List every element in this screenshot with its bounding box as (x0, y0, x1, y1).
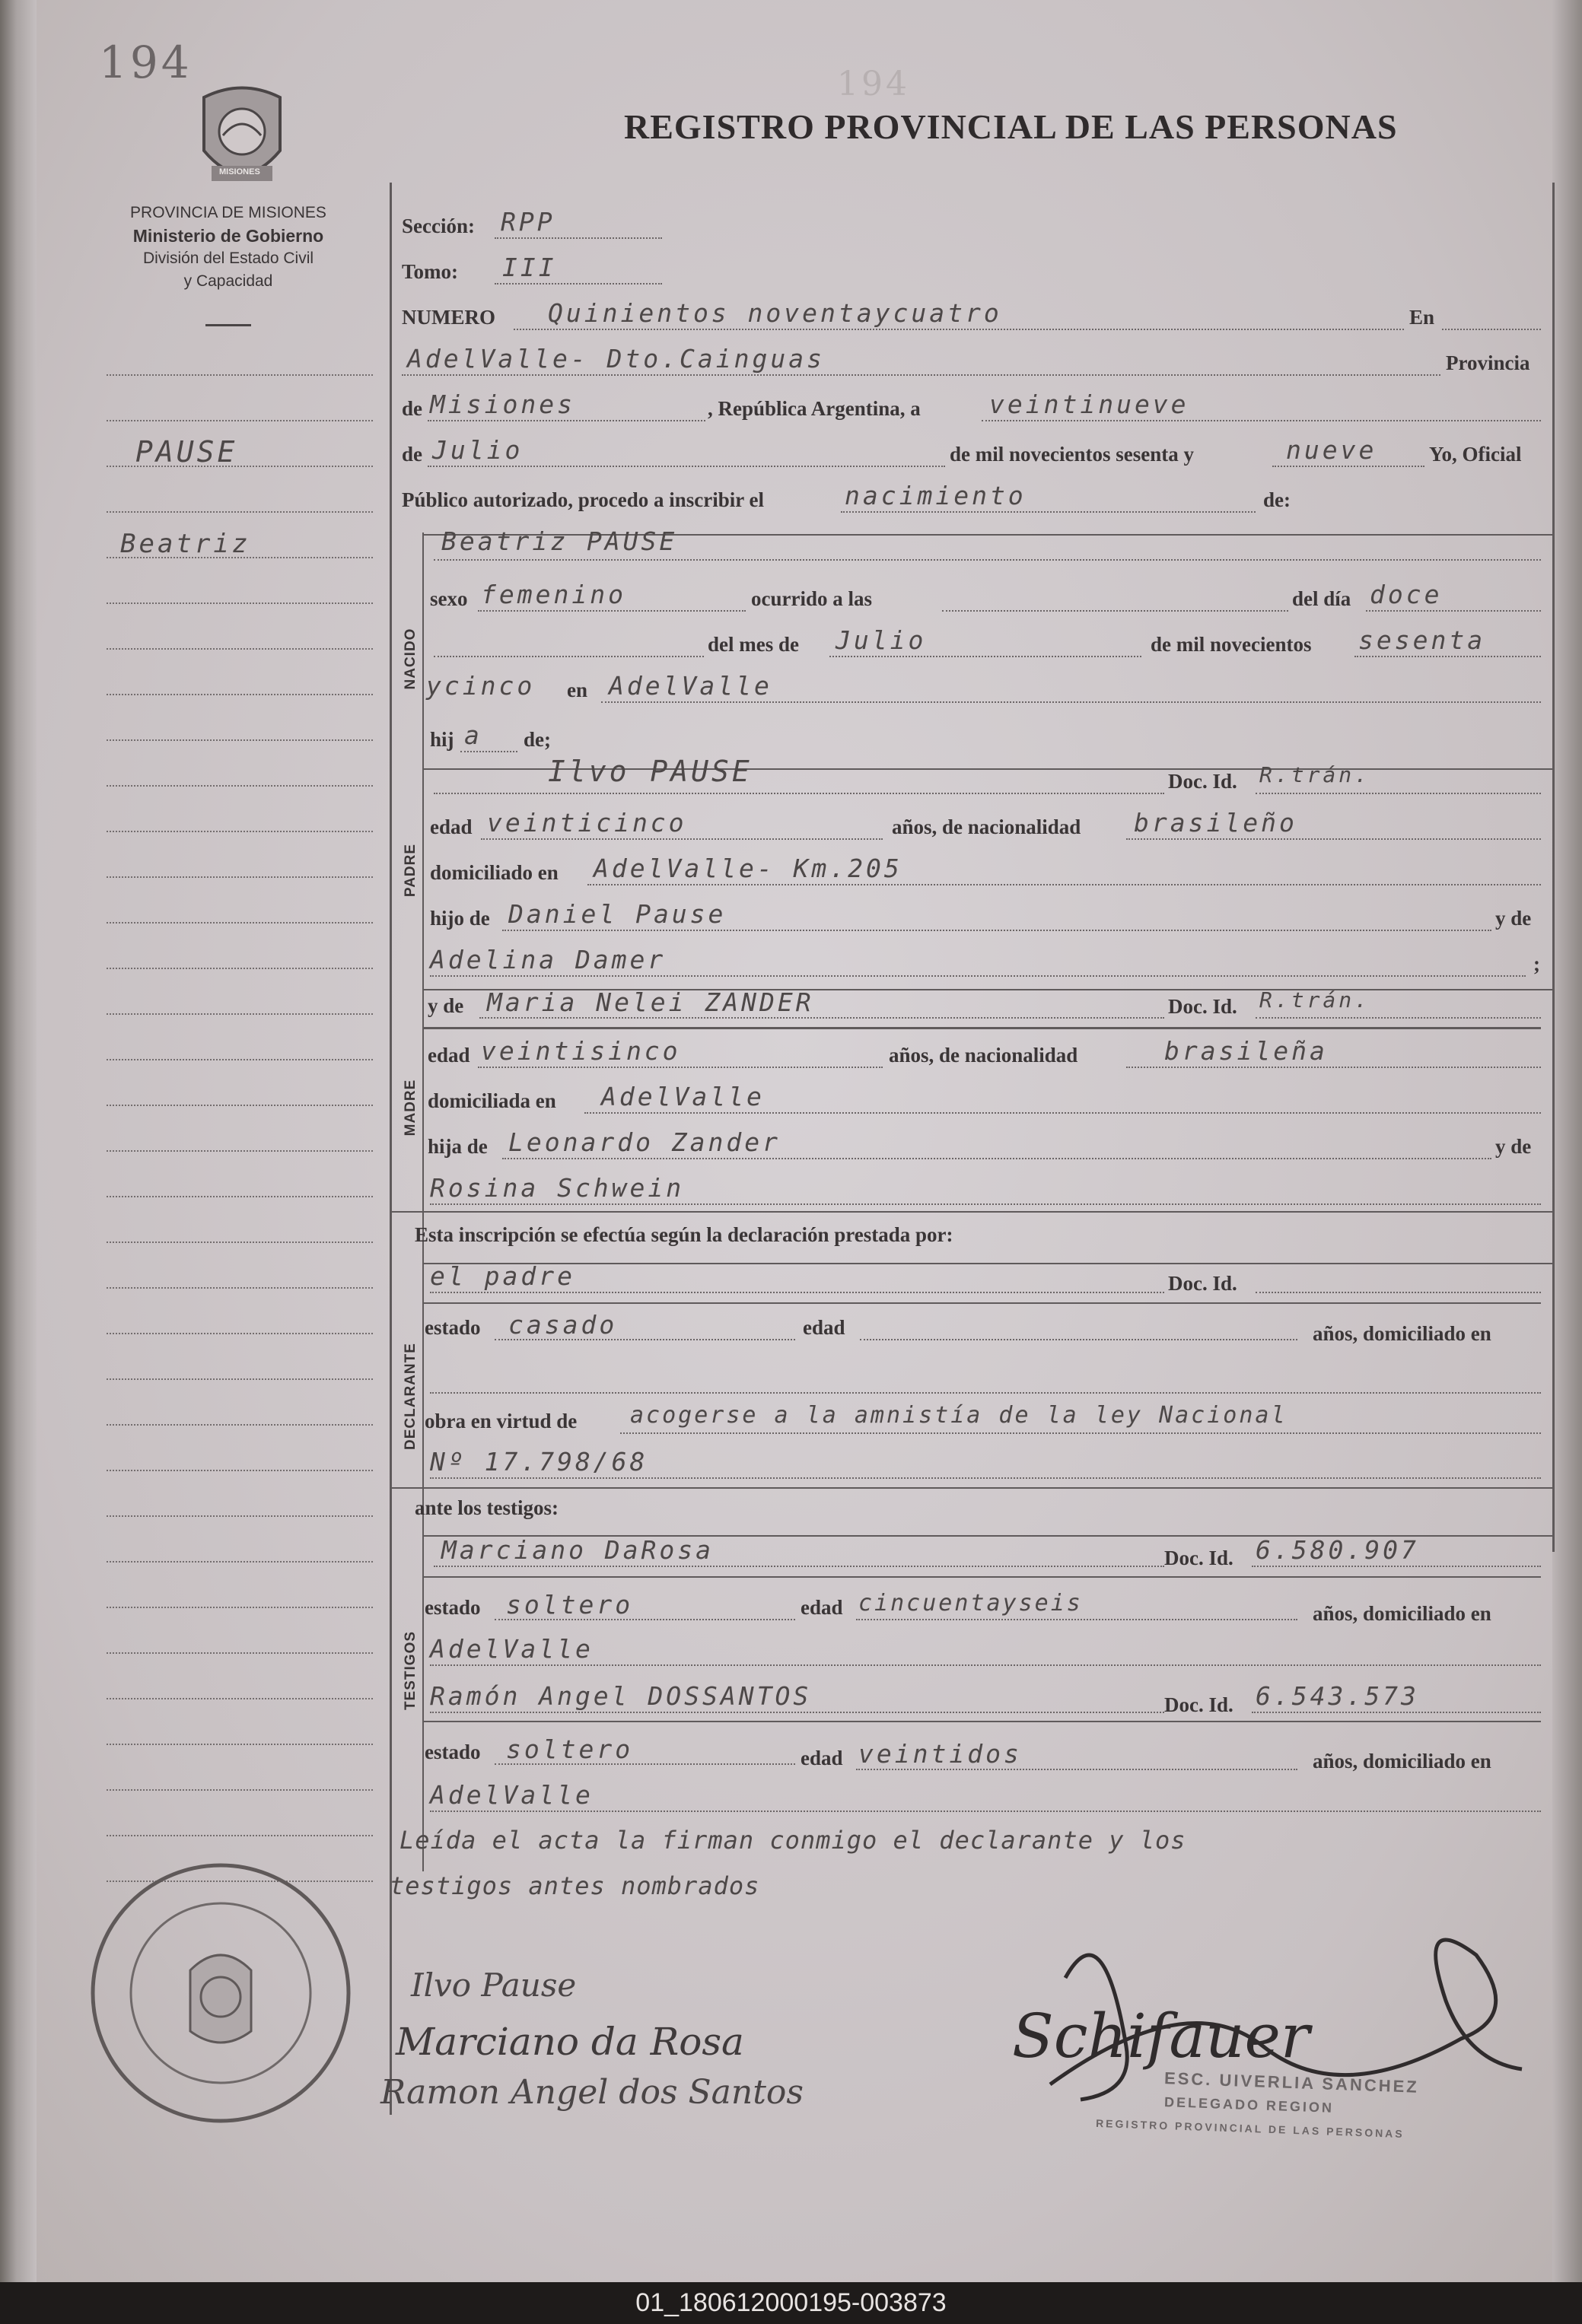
closing-line1: Leída el acta la firman conmigo el declarante y los (399, 1826, 1186, 1855)
mes-value: Julio (432, 435, 524, 465)
hij-de-label: de; (524, 728, 551, 751)
crest-label: MISIONES (219, 167, 260, 176)
madre-yde2-label: y de (1495, 1135, 1532, 1158)
en-label: En (1409, 306, 1435, 329)
del-dia-label: del día (1292, 587, 1351, 610)
frame-right-line (1552, 183, 1555, 1552)
testigo1-doc-label: Doc. Id. (1164, 1547, 1233, 1569)
margin-surname: PAUSE (135, 435, 238, 469)
page-number: 194 (99, 37, 193, 88)
issuer-block (84, 202, 373, 293)
madre-anios-label: años, de nacionalidad (889, 1044, 1078, 1067)
sexo-label: sexo (430, 587, 468, 610)
declarante-double-line (422, 1302, 1541, 1304)
acto-value: nacimiento (845, 481, 1027, 510)
padre-doc-value: R.trán. (1259, 762, 1371, 787)
frame-left-line (390, 183, 392, 2115)
de2-label: de (402, 443, 422, 466)
testigo2-domicilio: AdelValle (430, 1780, 594, 1810)
declarante-nombre: el padre (430, 1261, 575, 1291)
faint-stamp-number: 194 (837, 65, 910, 103)
madre-madre-value: Rosina Schwein (430, 1173, 685, 1203)
declarante-section-label: DECLARANTE (403, 1343, 419, 1450)
signature-2: Marciano da Rosa (396, 2020, 744, 2064)
hij-suffix: a (464, 720, 482, 750)
declarante-intro-line (390, 1211, 1552, 1213)
madre-yde-label: y de (428, 994, 464, 1017)
padre-section-label: PADRE (403, 843, 419, 898)
testigo1-edad-label: edad (801, 1596, 843, 1619)
official-stamp-line1: ESC. UIVERLIA SANCHEZ (1163, 2068, 1420, 2097)
declarante-edad-label: edad (803, 1316, 845, 1339)
republica-label: , República Argentina, a (708, 397, 921, 420)
dia-value: veintinueve (989, 389, 1189, 419)
padre-doc-label: Doc. Id. (1168, 770, 1237, 793)
numero-label: NUMERO (402, 306, 495, 329)
padre-yde-label: y de (1495, 907, 1532, 930)
padre-domicilio-value: AdelValle- Km.205 (594, 854, 902, 883)
nacido-lugar-value: AdelValle (609, 671, 772, 701)
madre-hija-label: hija de (428, 1135, 488, 1158)
testigo2-estado-value: soltero (506, 1734, 634, 1764)
testigo2-edad-value: veintidos (858, 1739, 1022, 1769)
testigo1-estado-value: soltero (506, 1590, 634, 1620)
madre-doc-value: R.trán. (1259, 987, 1371, 1013)
provincia-value: Misiones (430, 389, 575, 419)
testigo2-edad-label: edad (801, 1747, 843, 1769)
provincial-crest-icon (196, 82, 288, 196)
testigo2-doc-label: Doc. Id. (1164, 1693, 1233, 1716)
testigo1-double-line (422, 1576, 1541, 1578)
de-label: de (402, 397, 422, 420)
signature-1: Ilvo Pause (411, 1966, 577, 2004)
testigo1-estado-label: estado (425, 1596, 481, 1619)
official-seal-icon (84, 1856, 358, 2130)
del-mes-label: del mes de (708, 633, 799, 656)
testigos-intro: ante los testigos: (415, 1496, 559, 1519)
publico-label: Público autorizado, procedo a inscribir el (402, 488, 764, 511)
declarante-intro: Esta inscripción se efectúa según la declaración prestada por: (415, 1223, 953, 1246)
madre-edad-label: edad (428, 1044, 470, 1067)
hij-label: hij (430, 728, 454, 751)
madre-edad-value: veintisinco (481, 1036, 681, 1066)
padre-semicolon: ; (1533, 952, 1540, 975)
nacido-mil-label: de mil novecientos (1151, 633, 1312, 656)
padre-anios-label: años, de nacionalidad (892, 815, 1081, 838)
tomo-value: III (502, 253, 557, 282)
testigo1-edad-value: cincuentayseis (858, 1590, 1083, 1617)
testigo2-estado-label: estado (425, 1741, 481, 1763)
testigo2-nombre: Ramón Angel DOSSANTOS (430, 1681, 812, 1711)
testigo2-doc-value: 6.543.573 (1256, 1681, 1419, 1711)
seccion-value: RPP (501, 207, 555, 237)
issuer-division: División del Estado Civil (142, 250, 314, 267)
provincia-label: Provincia (1446, 351, 1530, 374)
ocurrido-label: ocurrido a las (751, 587, 872, 610)
padre-edad-value: veinticinco (487, 808, 687, 838)
padre-domicilio-label: domiciliado en (430, 861, 559, 884)
declarante-anios-label: años, domiciliado en (1313, 1322, 1491, 1345)
padre-madre-value: Adelina Damer (430, 945, 667, 974)
lugar-value: AdelValle- Dto.Cainguas (407, 344, 825, 374)
nacido-nombre: Beatriz PAUSE (441, 526, 678, 556)
mil-label: de mil novecientos sesenta y (950, 443, 1194, 466)
nacido-section-label: NACIDO (403, 628, 419, 690)
madre-padre-value: Leonardo Zander (508, 1127, 781, 1157)
padre-nombre: Ilvo PAUSE (548, 755, 753, 788)
inner-section-line (422, 533, 424, 1871)
nacido-mes-value: Julio (836, 625, 927, 655)
anio-value: nueve (1286, 435, 1377, 465)
madre-double-line (422, 1027, 1541, 1029)
testigo1-anios-label: años, domiciliado en (1313, 1602, 1491, 1625)
madre-section-label: MADRE (403, 1079, 419, 1137)
book-binding-left (0, 0, 37, 2282)
declarante-estado-value: casado (508, 1310, 618, 1340)
official-stamp-line2: DELEGADO REGION (1163, 2094, 1335, 2116)
yo-oficial-label: Yo, Oficial (1429, 443, 1522, 466)
issuer-ministry: Ministerio de Gobierno (132, 226, 324, 246)
padre-nacionalidad-value: brasileño (1134, 808, 1297, 838)
testigo1-doc-value: 6.580.907 (1256, 1535, 1419, 1565)
margin-given-name: Beatriz (120, 529, 251, 559)
testigos-intro-line (390, 1487, 1552, 1489)
madre-nacionalidad-value: brasileña (1164, 1036, 1328, 1066)
declarante-doc-label: Doc. Id. (1168, 1272, 1237, 1295)
madre-domicilio-label: domiciliada en (428, 1089, 556, 1112)
tomo-label: Tomo: (402, 260, 459, 283)
declarante-top-line (422, 1263, 1552, 1264)
issuer-capacity: y Capacidad (183, 272, 273, 290)
padre-padre-value: Daniel Pause (508, 899, 727, 929)
signature-3: Ramon Angel dos Santos (380, 2073, 804, 2112)
official-signature: Schifauer (1012, 2001, 1310, 2071)
document-title: REGISTRO PROVINCIAL DE LAS PERSONAS (624, 107, 1398, 146)
numero-value: Quinientos noventaycuatro (548, 298, 1002, 328)
testigo2-double-line (422, 1721, 1541, 1722)
padre-hijo-label: hijo de (430, 907, 490, 930)
testigo1-nombre: Marciano DaRosa (441, 1535, 715, 1565)
declarante-obra-label: obra en virtud de (425, 1410, 578, 1432)
seccion-label: Sección: (402, 215, 475, 237)
issuer-province: PROVINCIA DE MISIONES (130, 204, 326, 221)
nacido-anio-value2: ycinco (426, 671, 536, 701)
official-stamp-line3: REGISTRO PROVINCIAL DE LAS PERSONAS (1095, 2116, 1405, 2141)
testigo2-anios-label: años, domiciliado en (1313, 1750, 1491, 1772)
madre-domicilio-value: AdelValle (601, 1082, 765, 1111)
nacido-dia-value: doce (1370, 580, 1443, 609)
testigos-section-label: TESTIGOS (403, 1630, 419, 1711)
madre-doc-label: Doc. Id. (1168, 995, 1237, 1018)
padre-edad-label: edad (430, 815, 473, 838)
madre-nombre: Maria Nelei ZANDER (487, 987, 814, 1017)
nacido-anio-value: sesenta (1358, 625, 1486, 655)
testigo1-domicilio: AdelValle (430, 1634, 594, 1664)
declarante-obra-value: acogerse a la amnistía de la ley Nacional (630, 1402, 1288, 1429)
issuer-underline (205, 324, 251, 326)
declarante-estado-label: estado (425, 1316, 481, 1339)
book-binding-right (1552, 0, 1582, 2282)
sexo-value: femenino (481, 580, 626, 609)
nacido-en-label: en (567, 679, 587, 701)
scan-footer (0, 2282, 1582, 2324)
de3-label: de: (1263, 488, 1291, 511)
closing-line2: testigos antes nombrados (390, 1871, 760, 1900)
declarante-ley-value: Nº 17.798/68 (430, 1447, 648, 1477)
footer-id: 01_180612000195-003873 (635, 2288, 947, 2317)
